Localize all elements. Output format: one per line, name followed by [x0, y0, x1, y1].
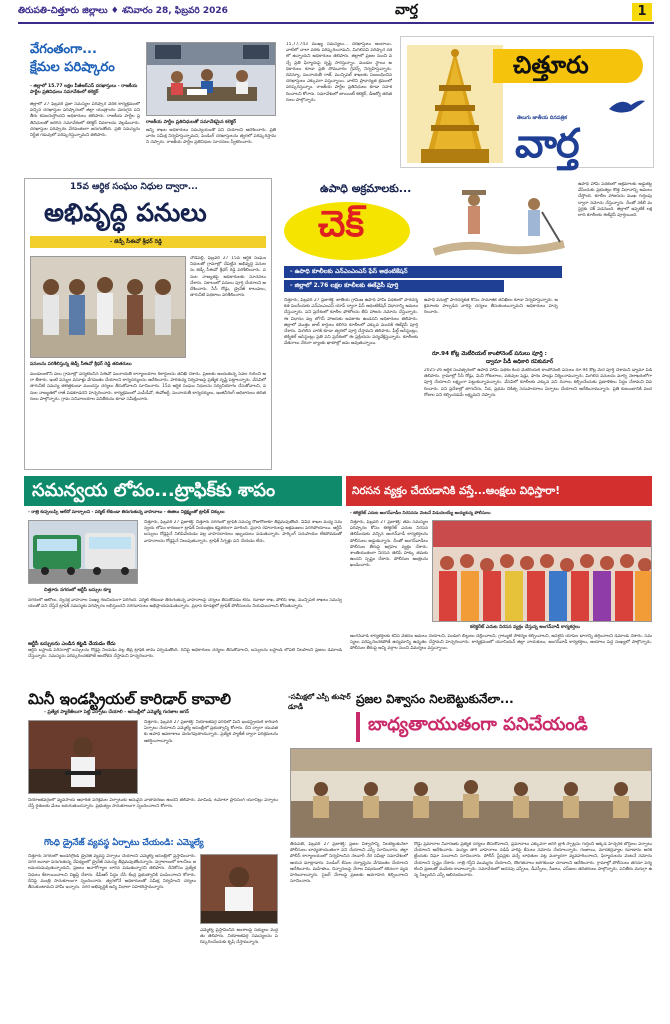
- brand-logo: వార్త: [515, 121, 579, 167]
- page-number: 1: [632, 3, 652, 21]
- story3-box-title: రూ.94 కోట్ల మెటీరియల్ కాంపోనెంట్ పనులు పూర్తి :: [432, 351, 547, 357]
- story4-subhead: ఆర్టీసీ బస్సులను ఎండిన కట్టడి చేయడం లేదు: [28, 641, 116, 647]
- story2-headline-top: 15వ ఆర్థిక సంఘం నిధుల ద్వారా...: [70, 182, 198, 192]
- story1-body-col1: జిల్లాలో 27 ఫిబ్రవరి ప్రజా సమస్యల పరిష్కార వేదిక కార్యక్రమంలో వచ్చిన దరఖాస్తుల పరిష్కారంలో జిల్లా యంత్రాంగం మెరుగైన పని తీరు కనబరుస్తోందని అధికారులు తెలిపారు. రాజకీయ పార్టీల ప్రతినిధులతో జరిగిన సమావేశంలో కలెక్టర్ వివరాలను వెల్లడించారు. దరఖాస్తుల పరిష్కారం వేగవంతంగా జరుగుతోంది. ప్రతి సమస్యను నిర్ణీత గడువులో పరిష్కరిస్తున్నామని తెలిపారు.: [30, 102, 140, 139]
- story5-photo: [432, 520, 652, 622]
- story6-body-right: చిత్తూరు, ఫిబ్రవరి 27 ప్రజాశక్తి: నియోజకవర్గ పరిధిలో మినీ ఇండస్ట్రియల్ కారిడార్ ఏర్పాటు చేయాలని ఎమ్మెల్యే అసెంబ్లీలో ప్రభుత్వాన్ని కోరారు. దీని ద్వారా యువతకు ఉపాధి అవకాశాలు మెరుగవుతాయన్నారు. ప్రత్యేక ప్యాకేజీ ద్వారా పరిశ్రమలను ఆకర్షించాలన్నారు.: [144, 720, 278, 744]
- story4-headline: సమన్వయ లోపం...ట్రాఫిక్‌కు శాపం: [24, 476, 342, 506]
- story3-body-left: చిత్తూరు, ఫిబ్రవరి 27 ప్రజాశక్తి: జాతీయ గ్రామీణ ఉపాధి హామీ పథకంలో పారదర్శకత పెంచేందుకు ఎన్ఎంఎంఎస్ యాప్ ద్వారా ఫేస్ అథంటికేషన్ విధానాన్ని అమలు చేస్తున్నారు. పని ప్రదేశంలో కూలీల ఫోటోలను తీసి హాజరు నమోదు చేస్తున్నారు. ఈ విధానం వల్ల బోగస్ హాజరుకు అవకాశం ఉండదని అధికారులు తెలిపారు. జిల్లాలో మొత్తం జాబ్ కార్డులు కలిగిన కూలీలలో ఎక్కువ మందికి ఈకేవైసీ పూర్తి చేశారు. మిగిలిన వారికి కూడా త్వరలో పూర్తి చేస్తామని తెలిపారు. ఫీల్డ్ అసిస్టెంట్లు, టెక్నికల్ అసిస్టెంట్లు ప్రతి పని ప్రదేశంలో ఈ ప్రక్రియను పర్యవేక్షిస్తున్నారు. కూలీలకు వేతనాలు నేరుగా బ్యాంకు ఖాతాల్లో జమ అవుతున్నాయి.: [284, 298, 418, 347]
- story7-side-label: -సమీక్షలో ఎస్పీ తుషార్ డూడీ: [288, 693, 351, 711]
- story6-photo1: [28, 720, 138, 794]
- story4-photo: [28, 520, 138, 584]
- story1-body-col3: 15,77,743 ముఖ్య సమస్యలు... దరఖాస్తులు అందాయి. వాటిలో చాలా వరకు పరిష్కరించామని, మిగిలినవి పరిష్కార దశలో ఉన్నాయని అధికారులు తెలిపారు. జిల్లాలో ప్రజల నుంచి వచ్చే ప్రతి ఫిర్యాదుపై దృష్టి సారిస్తున్నాం. మండల స్థాయి అధికారులు కూడా ప్రతి సోమవారం గ్రీవెన్స్ నిర్వహిస్తున్నారు. రెవెన్యూ, పంచాయతీ రాజ్, మున్సిపల్ శాఖలకు సంబంధించిన దరఖాస్తులు ఎక్కువగా వస్తున్నాయి. వాటిని ప్రాధాన్యత క్రమంలో పరిష్కరిస్తున్నాం. రాజకీయ పార్టీల ప్రతినిధులు కూడా సహకరించాలని కోరారు. సమావేశంలో జాయింట్ కలెక్టర్, డీఆర్వో తదితరులు పాల్గొన్నారు.: [286, 42, 392, 103]
- story7-headline-main: బాధ్యతాయుతంగా పనిచేయండి: [368, 714, 588, 735]
- story6-strap: - ప్రత్యేక ప్యాకేజీలుగా పెట్టి ఏర్పాటు చేయాలి - అసెంబ్లీలో ఎమ్మెల్యే గురజాల జగన్: [44, 710, 189, 715]
- story5-body-bottom: అంగన్‌వాడీ కార్యకర్తలకు కనీస వేతనం అమలు చేయాలని, పెండింగ్ బిల్లులు చెల్లించాలని, గ్రాట్యుటీ సౌకర్యం కల్పించాలని, ఆన్‌లైన్ యాప్‌ల భారాన్ని తగ్గించాలని డిమాండ్ చేశారు. సమస్యలు పరిష్కరించకపోతే ఉద్యమాన్ని ఉధృతం చేస్తామని హెచ్చరించారు. కార్యక్రమంలో యూనియన్ జిల్లా నాయకులు, అంగన్‌వాడీ కార్యకర్తలు, ఆయాలు పెద్ద సంఖ్యలో పాల్గొన్నారు. పోలీసుల తీరుపై అన్ని వర్గాల నుంచి విమర్శలు వస్తున్నాయి.: [350, 634, 652, 652]
- workers-illustration: [424, 182, 574, 262]
- story2-photo: [30, 256, 186, 358]
- story1-strap: - జిల్లాలో 15.77 లక్షల పీజీఆర్ఎస్ దరఖాస్తులు - రాజకీయ పార్టీల ప్రతినిధులు సమావేశంలో కలెక్టర్: [30, 84, 138, 95]
- story7-body-col2: రోడ్డు ప్రమాదాల నివారణకు ప్రత్యేక చర్యలు తీసుకోవాలని, ప్రమాదాలు ఎక్కువగా జరిగే బ్లాక్ స్పాట్లను గుర్తించి అక్కడ హెచ్చరిక బోర్డులు ఏర్పాటు చేయాలని ఆదేశించారు. మద్యం తాగి వాహనాలు నడిపే వారిపై కేసులు నమోదు చేయాలన్నారు. గంజాయి, మాదకద్రవ్యాల రవాణాను అరికట్టేందుకు నిఘా పెంచాలని సూచించారు. పోలీస్ స్టేషన్లకు వచ్చే బాధితుల పట్ల మర్యాదగా వ్యవహరించాలని, ఫిర్యాదులను వెంటనే నమోదు చేయాలని స్పష్టం చేశారు. రాత్రి గస్తీని ముమ్మరం చేయాలని, దొంగతనాలు జరగకుండా చూడాలని ఆదేశించారు. గ్రామాల్లో పోలీసులు తరచూ పర్యటించి ప్రజలతో మమేకం కావాలన్నారు. సమావేశంలో అదనపు ఎస్పీలు, డీఎస్పీలు, సీఐలు, ఎస్ఐలు తదితరులు పాల్గొన్నారు. పనితీరు మెరుగ్గా ఉన్న సిబ్బందిని ఎస్పీ అభినందించారు.: [414, 842, 652, 879]
- story3-body-right: ఉపాధి హామీ పథకంలో అక్రమాలకు అడ్డుకట్ట వేసేందుకు ప్రభుత్వం కొత్త విధానాన్ని అమలు చేస్తోంది. కూలీల హాజరును ముఖ గుర్తింపు ద్వారా నమోదు చేస్తున్నారు. దీంతో నకిలీ మస్టర్లకు చెక్ పడనుంది. జిల్లాలో ఇప్పటికే లక్షలాది కూలీలకు ఈకేవైసీ పూర్తయింది.: [578, 182, 652, 219]
- story4-body-right: చిత్తూరు, ఫిబ్రవరి 27 ప్రజాశక్తి: చిత్తూరు నగరంలో ట్రాఫిక్ సమస్య రోజురోజుకూ తీవ్రమవుతోంది. వివిధ శాఖల మధ్య సమన్వయ లోపం కారణంగా ట్రాఫిక్ నియంత్రణ కష్టతరంగా మారింది. ప్రధాన రహదారులపై ఆక్రమణలు పెరిగిపోయాయి. ఆర్టీసీ బస్సులు రోడ్లపైనే నిలిపివేయడం వల్ల వాహనదారులు ఇబ్బందులు పడుతున్నారు. పార్కింగ్ సదుపాయం లేకపోవడంతో వాహనాలను రోడ్లపైనే నిలుపుతున్నారు. ట్రాఫిక్ సిగ్నళ్లు పని చేయడం లేదు.: [144, 520, 342, 544]
- story1-headline-2: క్షేమల పరిష్కారం: [30, 60, 115, 75]
- story4-body-bottom: నగరంలో ఆటోలు, ద్విచక్ర వాహనాల సంఖ్య గణనీయంగా పెరిగింది. పర్మిట్ లేకుండా తిరుగుతున్న వాహనాలపై చర్యలు తీసుకోవడం లేదు. రవాణా శాఖ, పోలీస్ శాఖ, మున్సిపల్ శాఖలు సమన్వయంతో పని చేస్తేనే ట్రాఫిక్ సమస్యకు పరిష్కారం లభిస్తుందని నగరవాసులు అభిప్రాయపడుతున్నారు. ప్రధాన కూడళ్లలో ట్రాఫిక్ పోలీసులను నియమించాలని కోరుతున్నారు.: [28, 598, 342, 610]
- brand-tagline: తెలుగు జాతీయ దినపత్రిక: [517, 115, 567, 121]
- story3-headline-top: ఉపాధి అక్రమాలకు...: [320, 182, 412, 195]
- story1-headline-1: వేగంతంగా...: [30, 42, 97, 57]
- story1-body-snippet: 15,77,743 ముఖ్య సమస్యలు...: [286, 42, 349, 47]
- masthead: వార్త: [395, 2, 418, 18]
- story3-box-strap: డ్వామా పీడీ అధికారి రవికుమార్: [486, 359, 554, 365]
- dateline: తిరుపతి-చిత్తూరు జిల్లాలు ♦ శనివారం 28, ఫిబ్రవరి 2026: [18, 6, 228, 16]
- story7-photo: [290, 748, 652, 838]
- story6-body-mid: నియోజకవర్గంలో వ్యవసాయ ఆధారిత పరిశ్రమల ఏర్పాటుకు అనువైన వాతావరణం ఉందని తెలిపారు. మామిడి, టమోటా ప్రాసెసింగ్ యూనిట్లు ఏర్పాటు చేస్తే రైతులకు మేలు జరుగుతుందన్నారు. ప్రభుత్వం సానుకూలంగా స్పందించాలని కోరారు.: [28, 798, 278, 810]
- story5-headline: నిరసన వ్యక్తం చేయడానికి వస్తే...ఆంక్షలు విధిస్తారా!: [346, 476, 652, 506]
- story7-headline-top: ప్రజల విశ్వాసం నిలబెట్టుకునేలా...: [356, 692, 514, 706]
- story3-strap1: - ఉపాధి కూలీలకు ఎన్ఎంఎంఎస్ ఫేస్ అథంటికేషన్: [284, 266, 562, 278]
- story3-headline-main: చెక్: [318, 204, 365, 245]
- story2-body-right: చౌడేపల్లి, ఫిబ్రవరి 27 15వ ఆర్థిక సంఘం నిధులతో గ్రామాల్లో చేపట్టిన అభివృద్ధి పనులను జెడ్పీ సీఈవో శ్రీధర్ రెడ్డి పరిశీలించారు. పనుల నాణ్యతపై అధికారులకు సూచనలు చేశారు. సకాలంలో పనులు పూర్తి చేయాలని ఆదేశించారు. సీసీ రోడ్లు, డ్రైనేజీ కాలువలు, తాగునీటి పథకాలు పరిశీలించారు.: [190, 256, 266, 299]
- temple-gopuram-image: [407, 45, 503, 163]
- story6-sub-headline: గొంధి డ్రైనేజ్ వ్యవస్థ ఏర్పాటు చేయండి: ఎమ్మెల్యే: [44, 838, 204, 848]
- story1-photo-caption: రాజకీయ పార్టీల ప్రతినిధులతో సమావేశమైన కలెక్టర్: [146, 120, 236, 125]
- story2-body-bottom: మండలంలోని పలు గ్రామాల్లో పర్యటించిన సీఈవో పంచాయతీ కార్యాలయాల రికార్డులను తనిఖీ చేశారు. ప్రజలకు అందుతున్న సేవల గురించి ఆరా తీశారు. ఇంటి పన్నుల వసూళ్లు వేగవంతం చేయాలని కార్యదర్శులను ఆదేశించారు. పారిశుధ్య నిర్వహణపై ప్రత్యేక దృష్టి పెట్టాలన్నారు. వేసవిలో తాగునీటి సమస్య తలెత్తకుండా ముందస్తు చర్యలు తీసుకోవాలని సూచించారు. 15వ ఆర్థిక సంఘం నిధులను సద్వినియోగం చేసుకోవాలని, పనుల నాణ్యతలో రాజీ పడకూడదని హెచ్చరించారు. కార్యక్రమంలో ఎంపీడీవో, ఈవోఆర్డీ, పంచాయతీ కార్యదర్శులు, ఇంజినీరింగ్ అధికారులు తదితరులు పాల్గొన్నారు. గ్రామ సచివాలయాల పనితీరును కూడా సమీక్షించారు.: [30, 372, 266, 402]
- story2-headline-main: అభివృద్ధి పనులు: [44, 198, 207, 227]
- story2-strap: - జెడ్పీ సీఈవో శ్రీధర్ రెడ్డి: [110, 239, 162, 245]
- story4-strap: - రాత్రి కుప్పలుప్పి ఆలేదో మార్చాలని - పర్మిట్ లేకుండా తిరుగుతున్న వాహనాలు - ఈజిలు నిర్లక్ష్యంతో ట్రాఫిక్ చిక్కులు: [28, 510, 225, 515]
- story5-photo-caption: కలెక్టరేట్ ఎదుట నిరసన వ్యక్తం చేస్తున్న అంగన్‌వాడీ కార్యకర్తలు: [470, 625, 580, 630]
- story6-photo2: [200, 854, 278, 924]
- header-rule: [18, 22, 654, 24]
- story3-strap2: - జిల్లాలో 2.76 లక్షల కూలీలకు ఈకేవైసీ పూర్తి: [284, 280, 504, 292]
- story6-headline: మినీ ఇండస్ట్రియల్ కారిడార్ కావాలి: [28, 690, 231, 708]
- story2-photo-caption: పనులను పరిశీలిస్తున్న జెడ్పీ సీఈవో శ్రీధర్ రెడ్డి తదితరులు: [30, 362, 132, 367]
- edition-banner: [400, 36, 654, 168]
- bird-logo-icon: [607, 95, 647, 117]
- story1-body-col2: అన్ని శాఖల అధికారులు సమన్వయంతో పని చేయాలని ఆదేశించారు. ప్రతి వారం సమీక్ష నిర్వహిస్తున్నామని, పెండింగ్ దరఖాస్తులను త్వరలో పరిష్కరిస్తామని చెప్పారు. రాజకీయ పార్టీల ప్రతినిధుల సూచనలు స్వీకరించారు.: [146, 128, 276, 146]
- story7-body-col1: తిరుపతి, ఫిబ్రవరి 27 ప్రజాశక్తి: ప్రజల విశ్వాసాన్ని నిలబెట్టుకునేలా పోలీసులు బాధ్యతాయుతంగా పని చేయాలని ఎస్పీ సూచించారు. జిల్లా పోలీస్ కార్యాలయంలో నిర్వహించిన నెలవారీ నేర సమీక్షా సమావేశంలో ఆయన మాట్లాడారు. పెండింగ్ కేసుల దర్యాప్తును వేగవంతం చేయాలని ఆదేశించారు. మహిళలు, చిన్నారులపై నేరాల విషయంలో కఠినంగా వ్యవహరించాలన్నారు. సైబర్ నేరాలపై ప్రజలకు అవగాహన కల్పించాలని సూచించారు.: [290, 842, 408, 885]
- district-name: చిత్తూరు: [513, 51, 589, 79]
- story6-body-bottom: చిత్తూరు నగరంలో అండర్‌గ్రౌండ్ డ్రైనేజీ వ్యవస్థ ఏర్పాటు చేయాలని ఎమ్మెల్యే అసెంబ్లీలో ప్రస్తావించారు. నగర జనాభా పెరుగుతున్న నేపథ్యంలో డ్రైనేజీ సమస్య తీవ్రమవుతోందన్నారు. వర్షాకాలంలో కాలనీలు జలమయమవుతున్నాయని, ప్రజలు అనారోగ్యాల బారిన పడుతున్నారని తెలిపారు. దీనికోసం ప్రత్యేక నిధులు కేటాయించాలని విజ్ఞప్తి చేశారు. డీపీఆర్ సిద్ధం చేసి కేంద్ర ప్రభుత్వానికి పంపించాలని కోరారు. దీనిపై మంత్రి సానుకూలంగా స్పందించారు. త్వరలోనే అధికారులతో సమీక్ష నిర్వహించి చర్యలు తీసుకుంటామని హామీ ఇచ్చారు. నగర అభివృద్ధికి అన్ని విధాలా సహకరిస్తామన్నారు.: [28, 854, 196, 891]
- story5-strap: - కలెక్టరేట్ ఎదుట అంగన్‌వాడీల నిరసనను వెంటనే విడుదలయ్యే అయ్యకున్న పోలీసులు: [350, 510, 491, 515]
- story4-body-last: ఆర్టీసీ బస్టాండ్ పరిసరాల్లో బస్సులను రోడ్లపై నిలపడం వల్ల తీవ్ర ట్రాఫిక్ జామ్ ఏర్పడుతోంది. దీనిపై అధికారులు చర్యలు తీసుకోవాలని, బస్సులను బస్టాండ్ లోపలే నిలపాలని ప్రజలు డిమాండ్ చేస్తున్నారు. సమస్యను పరిష్కరించకపోతే ఆందోళన చేస్తామని హెచ్చరించారు.: [28, 648, 342, 660]
- story6-body-bottom-right: ఎమ్మెల్యే ప్రస్తావించిన అంశాలపై సభ్యులు మద్దతు తెలిపారు. నియోజకవర్గ సమస్యలను పరిష్కరించేందుకు కృషి చేస్తామన్నారు.: [200, 928, 278, 946]
- story3-body-mid: ఉపాధి పనుల్లో పారదర్శకత కోసం సామాజిక తనిఖీలు కూడా నిర్వహిస్తున్నారు. అక్రమాలకు పాల్పడిన వారిపై చర్యలు తీసుకుంటున్నామని అధికారులు హెచ్చరించారు.: [424, 298, 558, 316]
- story5-body-left: చిత్తూరు, ఫిబ్రవరి 27 ప్రజాశక్తి: తమ సమస్యల పరిష్కారం కోసం కలెక్టరేట్ ఎదుట నిరసన తెలిపేందుకు వచ్చిన అంగన్‌వాడీ కార్యకర్తలను పోలీసులు అడ్డుకున్నారు. దీంతో అంగన్‌వాడీలు పోలీసుల తీరుపై ఆగ్రహం వ్యక్తం చేశారు. శాంతియుతంగా నిరసన తెలిపే హక్కు తమకు ఉందని స్పష్టం చేశారు. పోలీసుల ఆంక్షలను ఖండించారు.: [350, 520, 428, 569]
- story1-photo: [146, 42, 276, 116]
- story3-box-body: 2025-26 ఆర్థిక సంవత్సరంలో ఉపాధి హామీ పథకం కింద మెటీరియల్ కాంపోనెంట్ పనులు రూ.94 కోట్ల మేర పూర్తి చేశామని డ్వామా పీడీ తెలిపారు. గ్రామాల్లో సీసీ రోడ్లు, మినీ గోకులాలు, పశువుల షెడ్లు, ఫారం పాండ్లు నిర్మించామన్నారు. మిగిలిన పనులను మార్చి నెలాఖరులోగా పూర్తి చేయాలని లక్ష్యంగా పెట్టుకున్నామన్నారు. వేసవిలో కూలీలకు ఎక్కువ పని దినాలు కల్పించేందుకు ప్రణాళికలు సిద్ధం చేశామని వివరించారు. పని ప్రదేశాల్లో తాగునీరు, నీడ, ప్రథమ చికిత్స సదుపాయాలు ఏర్పాటు చేయాలని ఆదేశించామన్నారు. ప్రతి కుటుంబానికి వంద రోజుల పని కల్పించడమే లక్ష్యమని చెప్పారు.: [424, 368, 652, 398]
- story4-photo-caption: చిత్తూరు నగరంలో ఆర్టీసీ బస్సుల క్యూ: [44, 588, 111, 593]
